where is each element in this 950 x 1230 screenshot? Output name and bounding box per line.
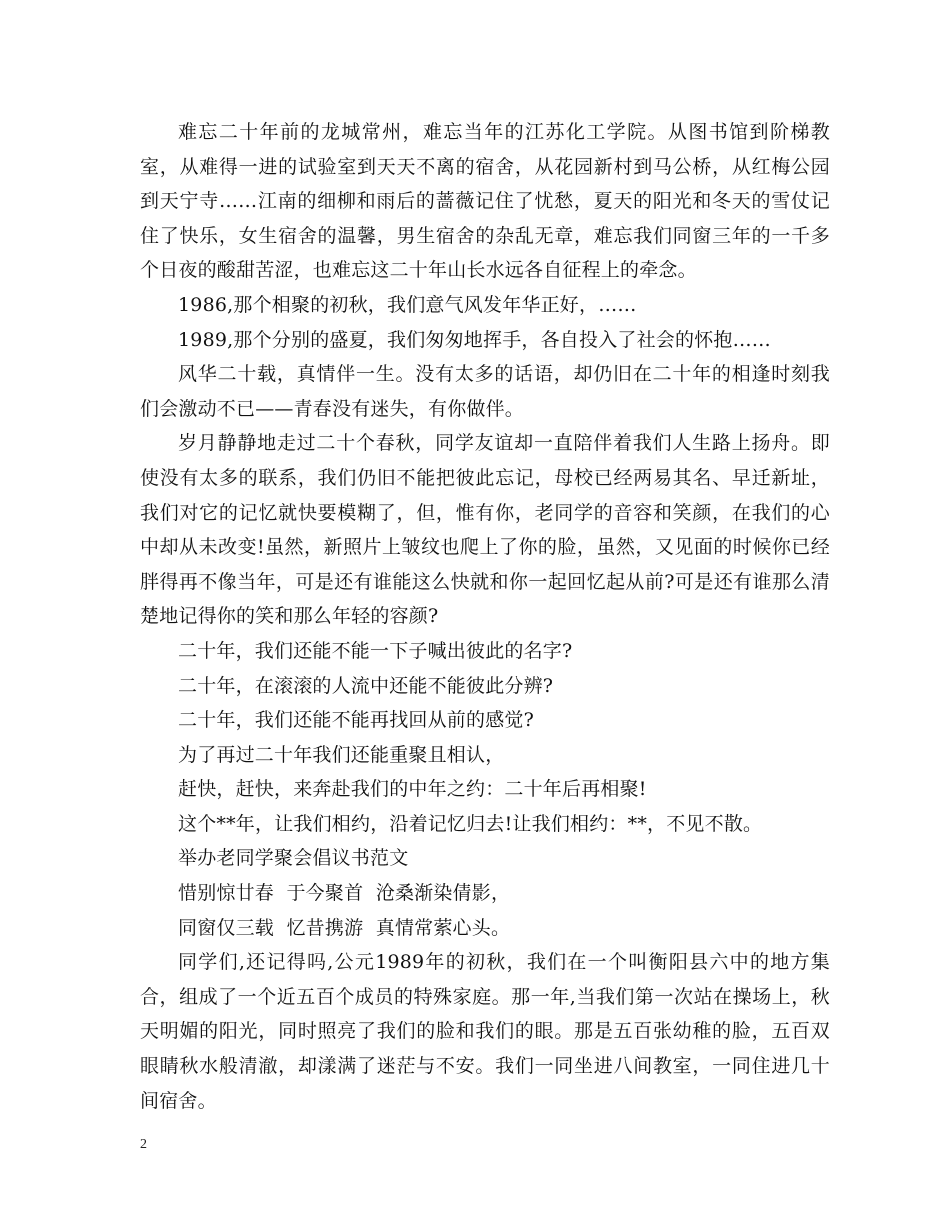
page-number: 2 [140,1137,147,1152]
verse-line-2: 同窗仅三载 忆昔携游 真情常萦心头。 [178,916,511,939]
paragraph-hurry: 赶快，赶快，来奔赴我们的中年之约：二十年后再相聚! [178,778,647,801]
paragraph-friendship: 岁月静静地走过二十个春秋，同学友谊却一直陪伴着我们人生路上扬舟。即使没有太多的联系，我们仍旧不能把彼此忘记，母校已经两易其名、早迁新址，我们对它的记忆就快要模糊了，但，惟有你，老同学的音容和笑颜，在我们的心中却从未改变!虽然，新照片上皱纹也爬上了你的脸，虽然，又见面的时候你已经胖得再不像当年，可是还有谁能这么快就和你一起回忆起从前?可是还有谁那么清楚地记得你的笑和那么年轻的容颜? [140,432,830,628]
verse-line-1: 惜别惊廿春 于今聚首 沧桑渐染倩影， [178,882,511,905]
paragraph-changzhou-memories: 难忘二十年前的龙城常州，难忘当年的江苏化工学院。从图书馆到阶梯教室，从难得一进的试验室到天天不离的宿舍，从花园新村到马公桥，从红梅公园到天宁寺……江南的细柳和雨后的蔷薇记住了忧愁，夏天的阳光和冬天的雪仗记住了快乐，女生宿舍的温馨，男生宿舍的杂乱无章，难忘我们同窗三年的一千多个日夜的酸甜苦涩，也难忘这二十年山长水远各自征程上的牵念。 [140,121,830,282]
paragraph-appointment: 这个**年，让我们相约，沿着记忆归去!让我们相约：**，不见不散。 [178,812,763,835]
paragraph-question-feeling: 二十年，我们还能不能再找回从前的感觉? [178,709,534,732]
paragraph-reunite: 为了再过二十年我们还能重聚且相认， [178,743,505,766]
paragraph-1989: 1989,那个分别的盛夏，我们匆匆地挥手，各自投入了社会的怀抱…… [178,328,771,351]
section-title: 举办老同学聚会倡议书范文 [178,847,409,870]
paragraph-twenty-years-youth: 风华二十载，真情伴一生。没有太多的话语，却仍旧在二十年的相逢时刻我们会激动不已——青春没有迷失，有你做伴。 [140,363,830,420]
paragraph-question-crowd: 二十年，在滚滚的人流中还能不能彼此分辨? [178,674,554,697]
paragraph-classmates-1989: 同学们,还记得吗,公元1989年的初秋，我们在一个叫衡阳县六中的地方集合，组成了一个近五百个成员的特殊家庭。那一年,当我们第一次站在操场上，秋天明媚的阳光，同时照亮了我们的脸和我们的眼。那是五百张幼稚的脸，五百双眼睛秋水般清澈，却漾满了迷茫与不安。我们一同坐进八间教室，一同住进几十间宿舍。 [140,951,830,1112]
paragraph-1986: 1986,那个相聚的初秋，我们意气风发年华正好，…… [178,293,637,316]
paragraph-question-names: 二十年，我们还能不能一下子喊出彼此的名字? [178,639,573,662]
document-body [140,115,830,1118]
